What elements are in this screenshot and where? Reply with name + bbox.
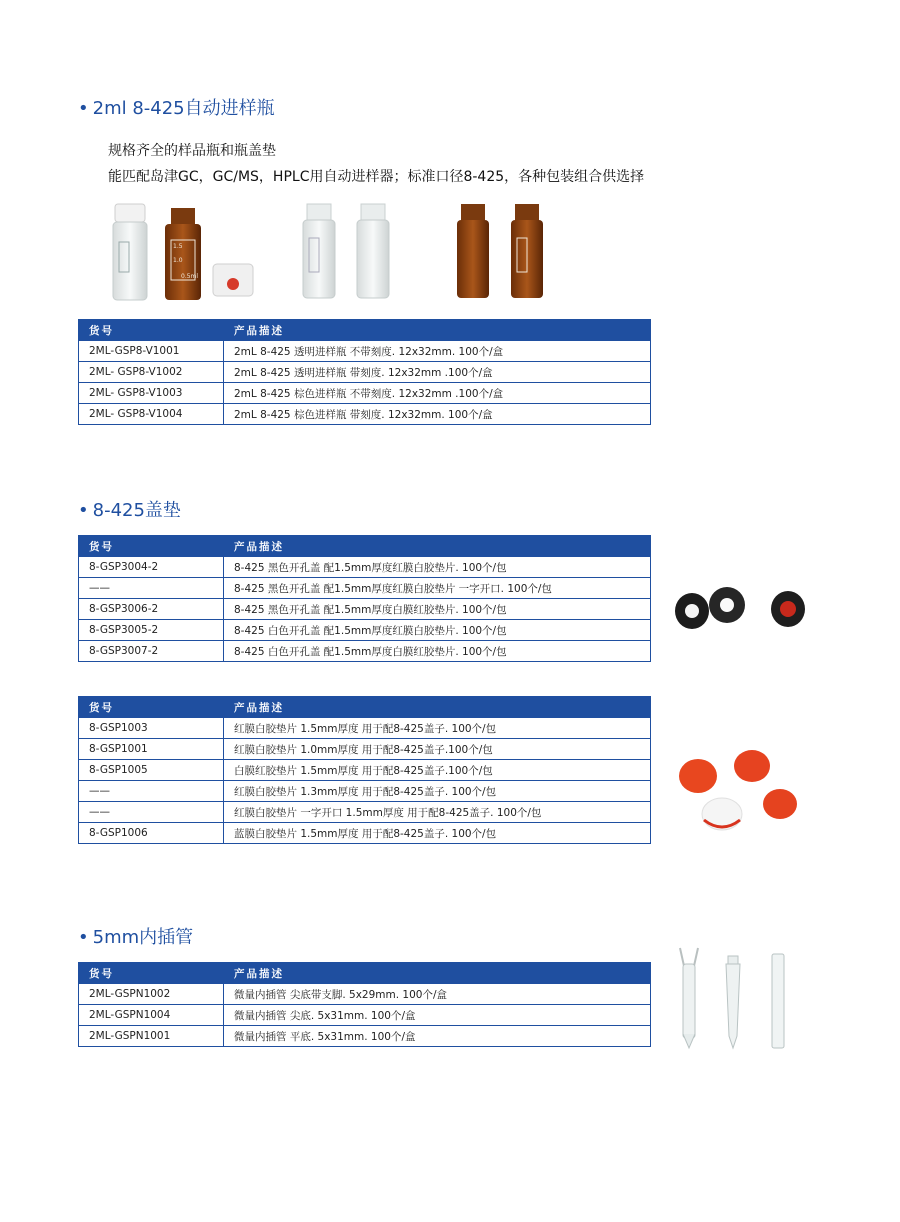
sku-cell: 2ML- GSP8-V1002 (79, 362, 224, 383)
header-desc: 产品描述 (224, 320, 651, 341)
white-septum (702, 798, 742, 830)
table-header-row (79, 320, 651, 341)
sku-cell: 8-GSP3006-2 (79, 599, 224, 620)
intro-line-1: 规格齐全的样品瓶和瓶盖垫 (108, 143, 276, 159)
vials-photo (105, 198, 555, 302)
header-desc: 产品描述 (224, 697, 651, 718)
table-row (79, 718, 651, 739)
black-caps-photo (670, 585, 810, 635)
desc-cell: 2mL 8-425 透明进样瓶 不带刻度. 12x32mm. 100个/盒 (224, 341, 651, 362)
black-cap-2 (709, 587, 745, 623)
table-row (79, 578, 651, 599)
desc-cell: 红膜白胶垫片 1.3mm厚度 用于配8-425盖子. 100个/包 (224, 781, 651, 802)
clear-vial-with-cap (113, 204, 147, 300)
inserts-photo (672, 944, 802, 1052)
table-row (79, 802, 651, 823)
vials-table (78, 319, 651, 425)
section-title-caps-text: 8-425盖垫 (92, 500, 181, 521)
red-septum-3 (763, 789, 797, 819)
caps-table (78, 535, 651, 662)
desc-cell: 红膜白胶垫片 一字开口 1.5mm厚度 用于配8-425盖子. 100个/包 (224, 802, 651, 823)
sku-cell: 2ML-GSP8-V1001 (79, 341, 224, 362)
desc-cell: 微量内插管 平底. 5x31mm. 100个/盒 (224, 1026, 651, 1047)
black-cap-1 (675, 593, 709, 629)
desc-cell: 微量内插管 尖底带支脚. 5x29mm. 100个/盒 (224, 984, 651, 1005)
section-title-vials-text: 2ml 8-425自动进样瓶 (92, 98, 275, 119)
header-sku: 货号 (79, 536, 224, 557)
vial-mark-3: 0.5ml (181, 273, 199, 280)
sku-cell: 8-GSP1005 (79, 760, 224, 781)
insert-with-legs (680, 948, 698, 1048)
desc-cell: 8-425 白色开孔盖 配1.5mm厚度红膜白胶垫片. 100个/包 (224, 620, 651, 641)
desc-cell: 2mL 8-425 棕色进样瓶 不带刻度. 12x32mm .100个/盒 (224, 383, 651, 404)
clear-vial-plain (357, 204, 389, 298)
table-header-row (79, 536, 651, 557)
header-sku: 货号 (79, 697, 224, 718)
vial-mark-2: 1.0 (173, 257, 183, 264)
bullet-dot: • (78, 927, 89, 948)
amber-vial-graduated-2 (511, 204, 543, 298)
amber-vial-graduated (165, 208, 201, 300)
desc-cell: 蓝膜白胶垫片 1.5mm厚度 用于配8-425盖子. 100个/包 (224, 823, 651, 844)
section-title-inserts (78, 923, 193, 949)
bullet-dot: • (78, 98, 89, 119)
sku-cell: 2ML- GSP8-V1003 (79, 383, 224, 404)
desc-cell: 2mL 8-425 棕色进样瓶 带刻度. 12x32mm. 100个/盒 (224, 404, 651, 425)
desc-cell: 8-425 黑色开孔盖 配1.5mm厚度红膜白胶垫片 一字开口. 100个/包 (224, 578, 651, 599)
header-sku: 货号 (79, 320, 224, 341)
table-row (79, 404, 651, 425)
septa-photo (668, 742, 818, 838)
table-row (79, 362, 651, 383)
black-cap-3 (771, 591, 805, 627)
sku-cell: 8-GSP1006 (79, 823, 224, 844)
table-row (79, 1026, 651, 1047)
sku-cell: —— (79, 802, 224, 823)
section-title-vials (78, 94, 275, 120)
vial-mark-1: 1.5 (173, 243, 183, 250)
septa-table (78, 696, 651, 844)
desc-cell: 红膜白胶垫片 1.0mm厚度 用于配8-425盖子.100个/包 (224, 739, 651, 760)
sku-cell: 8-GSP3005-2 (79, 620, 224, 641)
insert-conical (726, 956, 740, 1048)
header-desc: 产品描述 (224, 536, 651, 557)
insert-flat-bottom (772, 954, 784, 1048)
desc-cell: 2mL 8-425 透明进样瓶 带刻度. 12x32mm .100个/盒 (224, 362, 651, 383)
table-row (79, 1005, 651, 1026)
section-title-inserts-text: 5mm内插管 (92, 927, 194, 948)
clear-vial-graduated (303, 204, 335, 298)
red-septum-2 (734, 750, 770, 782)
table-row (79, 823, 651, 844)
table-header-row (79, 963, 651, 984)
sku-cell: 2ML- GSP8-V1004 (79, 404, 224, 425)
inserts-table (78, 962, 651, 1047)
table-row (79, 341, 651, 362)
desc-cell: 白膜红胶垫片 1.5mm厚度 用于配8-425盖子.100个/包 (224, 760, 651, 781)
desc-cell: 8-425 黑色开孔盖 配1.5mm厚度白膜红胶垫片. 100个/包 (224, 599, 651, 620)
header-desc: 产品描述 (224, 963, 651, 984)
sku-cell: 2ML-GSPN1002 (79, 984, 224, 1005)
table-row (79, 620, 651, 641)
table-row (79, 781, 651, 802)
section-title-caps (78, 496, 181, 522)
desc-cell: 微量内插管 尖底. 5x31mm. 100个/盒 (224, 1005, 651, 1026)
table-row (79, 383, 651, 404)
table-row (79, 760, 651, 781)
red-septum-1 (679, 759, 717, 793)
desc-cell: 8-425 白色开孔盖 配1.5mm厚度白膜红胶垫片. 100个/包 (224, 641, 651, 662)
sku-cell: —— (79, 781, 224, 802)
table-header-row (79, 697, 651, 718)
header-sku: 货号 (79, 963, 224, 984)
white-screw-cap (213, 264, 253, 296)
sku-cell: 2ML-GSPN1001 (79, 1026, 224, 1047)
sku-cell: 8-GSP3007-2 (79, 641, 224, 662)
bullet-dot: • (78, 500, 89, 521)
sku-cell: —— (79, 578, 224, 599)
table-row (79, 599, 651, 620)
table-row (79, 641, 651, 662)
sku-cell: 8-GSP1003 (79, 718, 224, 739)
table-row (79, 984, 651, 1005)
sku-cell: 2ML-GSPN1004 (79, 1005, 224, 1026)
amber-vial-plain (457, 204, 489, 298)
desc-cell: 红膜白胶垫片 1.5mm厚度 用于配8-425盖子. 100个/包 (224, 718, 651, 739)
desc-cell: 8-425 黑色开孔盖 配1.5mm厚度红膜白胶垫片. 100个/包 (224, 557, 651, 578)
sku-cell: 8-GSP3004-2 (79, 557, 224, 578)
table-row (79, 557, 651, 578)
sku-cell: 8-GSP1001 (79, 739, 224, 760)
intro-line-2: 能匹配岛津GC，GC/MS，HPLC用自动进样器；标准口径8-425，各种包装组合供选择 (108, 169, 645, 185)
table-row (79, 739, 651, 760)
